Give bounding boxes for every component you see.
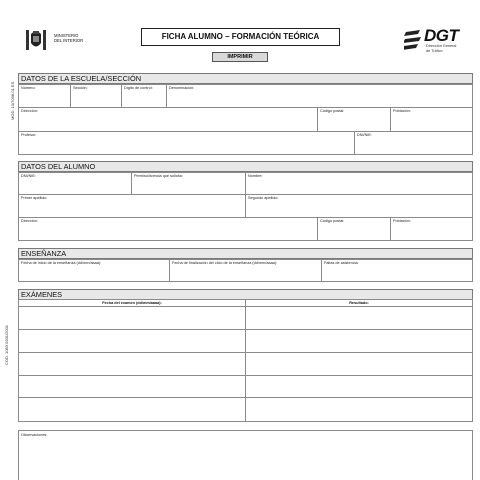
section-alumno-title: DATOS DEL ALUMNO [18,161,473,172]
exam-row-4-fecha[interactable] [18,375,246,398]
section-ensenanza-title: ENSEÑANZA [18,248,473,259]
field-alumno-codigo-postal[interactable] [317,217,391,241]
dgt-subtitle-2: de Tráfico [426,49,443,53]
exam-row-5-resultado[interactable] [245,397,473,422]
exam-row-3-resultado[interactable] [245,352,473,376]
field-nombre[interactable] [245,172,473,195]
field-label: Código postal: [320,109,345,113]
field-alumno-direccion[interactable] [18,217,318,241]
field-observaciones[interactable] [18,430,473,480]
field-fecha-fin[interactable] [169,259,322,282]
field-label: Sección: [73,86,88,90]
field-label: Dígito de control: [124,86,153,90]
print-button[interactable]: IMPRIMIR [212,52,268,62]
ministry-line-2: DEL INTERIOR [54,38,84,43]
field-segundo-apellido[interactable] [245,194,473,218]
field-escuela-poblacion[interactable] [390,107,473,132]
field-label: Profesor: [21,133,37,137]
dgt-emblem-icon [404,28,426,50]
field-label: Permiso/licencia que solicita: [134,174,183,178]
field-faltas[interactable] [321,259,473,282]
column-header-fecha: Fecha del examen (dd/mm/aaaa): [102,301,162,305]
field-denominacion[interactable] [166,84,473,108]
coat-of-arms-icon [22,28,50,54]
field-digito-control[interactable] [121,84,167,108]
ministry-name [54,33,83,43]
field-alumno-poblacion[interactable] [390,217,473,241]
dgt-logo [404,26,466,56]
exam-row-4-resultado[interactable] [245,375,473,398]
field-label: Denominación: [169,86,195,90]
field-label: Dirección: [21,109,38,113]
field-profesor-dni[interactable] [354,131,473,155]
field-permiso[interactable] [131,172,246,195]
field-label: Código postal: [320,219,345,223]
ministry-line-1: MINISTERIO [54,33,79,38]
side-code-top: MOD. 10/7098-01 ES [10,81,15,120]
dgt-wordmark: DGT [424,26,459,45]
field-primer-apellido[interactable] [18,194,246,218]
side-code-bottom: COD. 1083 0301/2001 [4,324,9,365]
dgt-subtitle-1: Dirección General [426,44,457,48]
exam-row-5-fecha[interactable] [18,397,246,422]
field-label: Dirección: [21,219,38,223]
exam-row-3-fecha[interactable] [18,352,246,376]
section-examenes-title: EXÁMENES [18,289,473,300]
exam-row-1-resultado[interactable] [245,306,473,330]
field-alumno-dni[interactable] [18,172,132,195]
field-label: Fecha de finalización del ciclo de la enseñanza (dd/mm/aaaa): [172,261,278,265]
exam-row-2-resultado[interactable] [245,329,473,353]
field-numero[interactable] [18,84,71,108]
field-label: Población: [393,109,411,113]
exam-row-1-fecha[interactable] [18,306,246,330]
field-label: Población: [393,219,411,223]
field-label: DNI/NIE: [21,174,36,178]
field-escuela-direccion[interactable] [18,107,318,132]
section-escuela-title: DATOS DE LA ESCUELA/SECCIÓN [18,73,473,84]
field-fecha-inicio[interactable] [18,259,170,282]
field-label: DNI/NIE: [357,133,372,137]
field-label: Observaciones: [21,433,48,437]
field-escuela-codigo-postal[interactable] [317,107,391,132]
field-label: Nombre: [248,174,263,178]
page-title: FICHA ALUMNO – FORMACIÓN TEÓRICA [141,28,340,46]
exam-row-2-fecha[interactable] [18,329,246,353]
ministry-emblem [22,28,50,54]
column-header-resultado: Resultado: [349,301,369,305]
field-label: Faltas de asistencia: [324,261,359,265]
field-profesor[interactable] [18,131,355,155]
field-label: Número: [21,86,36,90]
field-label: Fecha de inicio de la enseñanza (dd/mm/aaaa): [21,261,102,265]
field-seccion[interactable] [70,84,122,108]
field-label: Primer apellido: [21,196,48,200]
field-label: Segundo apellido: [248,196,279,200]
